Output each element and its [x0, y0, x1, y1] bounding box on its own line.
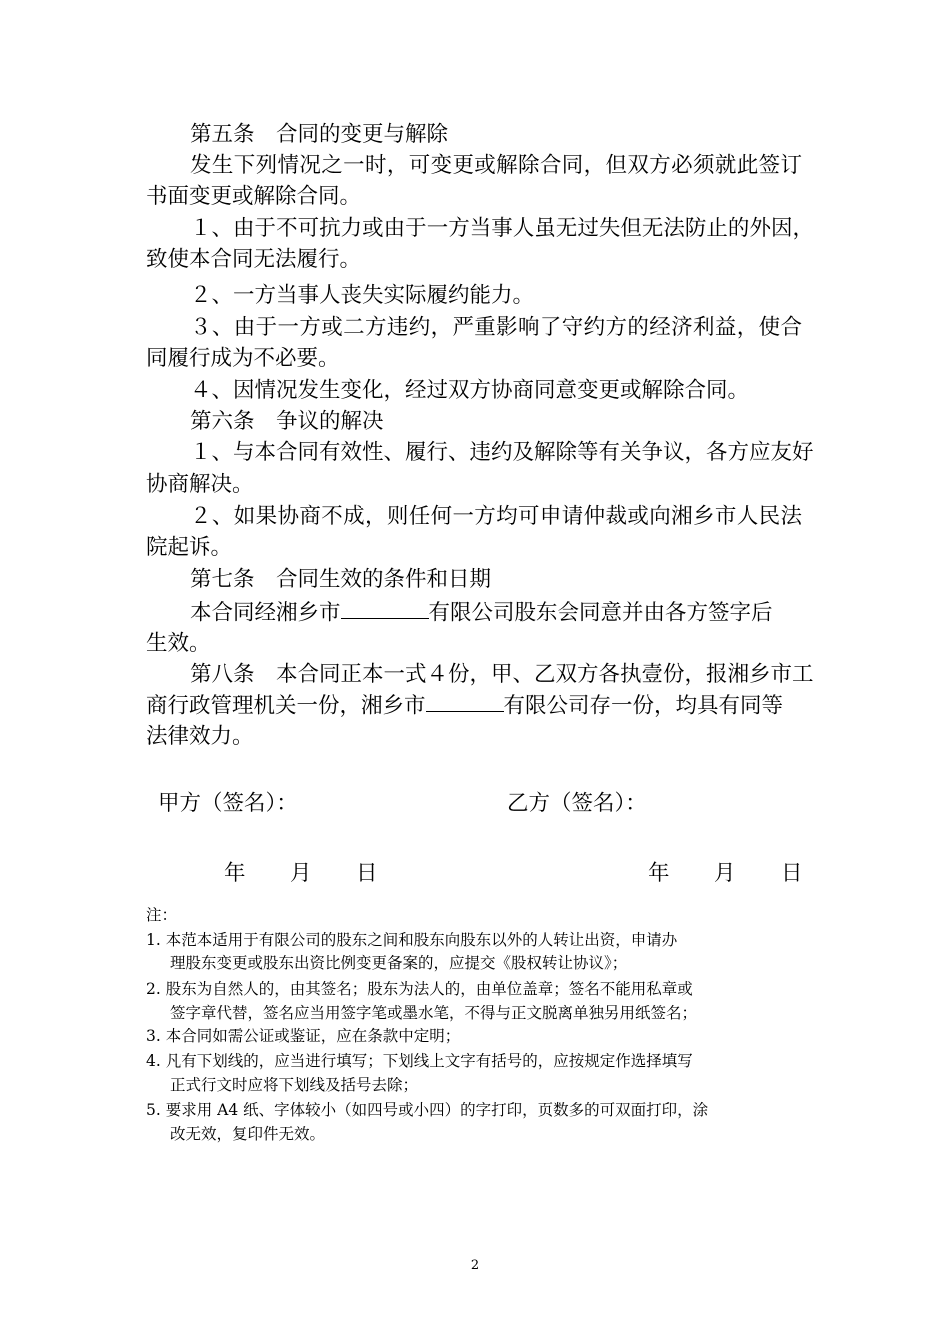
party-b-signature-label: 乙方（签名）：	[507, 791, 647, 816]
article7-title: 第七条 合同生效的条件和日期	[190, 567, 492, 592]
article5-intro-line2: 书面变更或解除合同。	[146, 184, 362, 209]
note-3: 3. 本合同如需公证或鉴证，应在条款中定明；	[146, 1027, 461, 1045]
note-5-line1: 5. 要求用 A4 纸、字体较小（如四号或小四）的字打印，页数多的可双面打印，涂	[146, 1101, 709, 1119]
company-name-blank[interactable]	[341, 598, 429, 619]
article7-line1	[190, 598, 773, 628]
article6-item1-line2: 协商解决。	[146, 472, 254, 497]
party-b-year: 年	[648, 861, 670, 886]
party-a-year: 年	[224, 861, 246, 886]
article8-line2	[146, 691, 783, 721]
party-a-day: 日	[356, 861, 378, 886]
article6-item2-line1: ２、如果协商不成，则任何一方均可申请仲裁或向湘乡市人民法	[190, 504, 802, 529]
article6-item2-line2: 院起诉。	[146, 535, 233, 560]
article5-item1-line1: １、由于不可抗力或由于一方当事人虽无过失但无法防止的外因，	[190, 216, 814, 241]
article5-item2: ２、一方当事人丧失实际履约能力。	[190, 283, 535, 308]
note-1-line2: 理股东变更或股东出资比例变更备案的，应提交《股权转让协议》；	[170, 954, 628, 972]
article5-intro-line1: 发生下列情况之一时，可变更或解除合同，但双方必须就此签订	[190, 153, 802, 178]
note-4-line2: 正式行文时应将下划线及括号去除；	[170, 1076, 419, 1094]
note-5-line2: 改无效，复印件无效。	[170, 1125, 326, 1143]
note-2-line1: 2. 股东为自然人的，由其签名；股东为法人的，由单位盖章；签名不能用私章或	[146, 980, 693, 998]
article8-line3: 法律效力。	[146, 724, 254, 749]
party-a-month: 月	[290, 861, 312, 886]
article5-item3-line2: 同履行成为不必要。	[146, 346, 340, 371]
article7-text-post: 有限公司股东会同意并由各方签字后	[428, 600, 773, 626]
article5-item3-line1: ３、由于一方或二方违约，严重影响了守约方的经济利益，使合	[190, 315, 802, 340]
article5-item4: ４、因情况发生变化，经过双方协商同意变更或解除合同。	[190, 378, 750, 403]
article6-title: 第六条 争议的解决	[190, 409, 384, 434]
page-number: 2	[470, 1258, 480, 1273]
article5-item1-line2: 致使本合同无法履行。	[146, 247, 362, 272]
party-b-month: 月	[714, 861, 736, 886]
party-a-signature-label: 甲方（签名）：	[158, 791, 298, 816]
article7-text-pre: 本合同经湘乡市	[190, 600, 341, 626]
note-2-line2: 签字章代替，签名应当用签字笔或墨水笔，不得与正文脱离单独另用纸签名；	[170, 1004, 698, 1022]
party-b-day: 日	[781, 861, 803, 886]
article7-line2: 生效。	[146, 631, 211, 656]
note-4-line1: 4. 凡有下划线的，应当进行填写；下划线上文字有括号的，应按规定作选择填写	[146, 1052, 693, 1070]
article5-title: 第五条 合同的变更与解除	[190, 122, 449, 147]
article8-text-pre: 商行政管理机关一份，湘乡市	[146, 693, 426, 719]
article6-item1-line1: １、与本合同有效性、履行、违约及解除等有关争议，各方应友好	[190, 440, 814, 465]
article8-line1: 第八条 本合同正本一式４份，甲、乙双方各执壹份，报湘乡市工	[190, 662, 814, 687]
note-1-line1: 1. 本范本适用于有限公司的股东之间和股东向股东以外的人转让出资，申请办	[146, 931, 678, 949]
article8-text-post: 有限公司存一份，均具有同等	[503, 693, 784, 719]
notes-label: 注：	[146, 906, 178, 924]
company-name-blank-2[interactable]	[426, 691, 504, 712]
